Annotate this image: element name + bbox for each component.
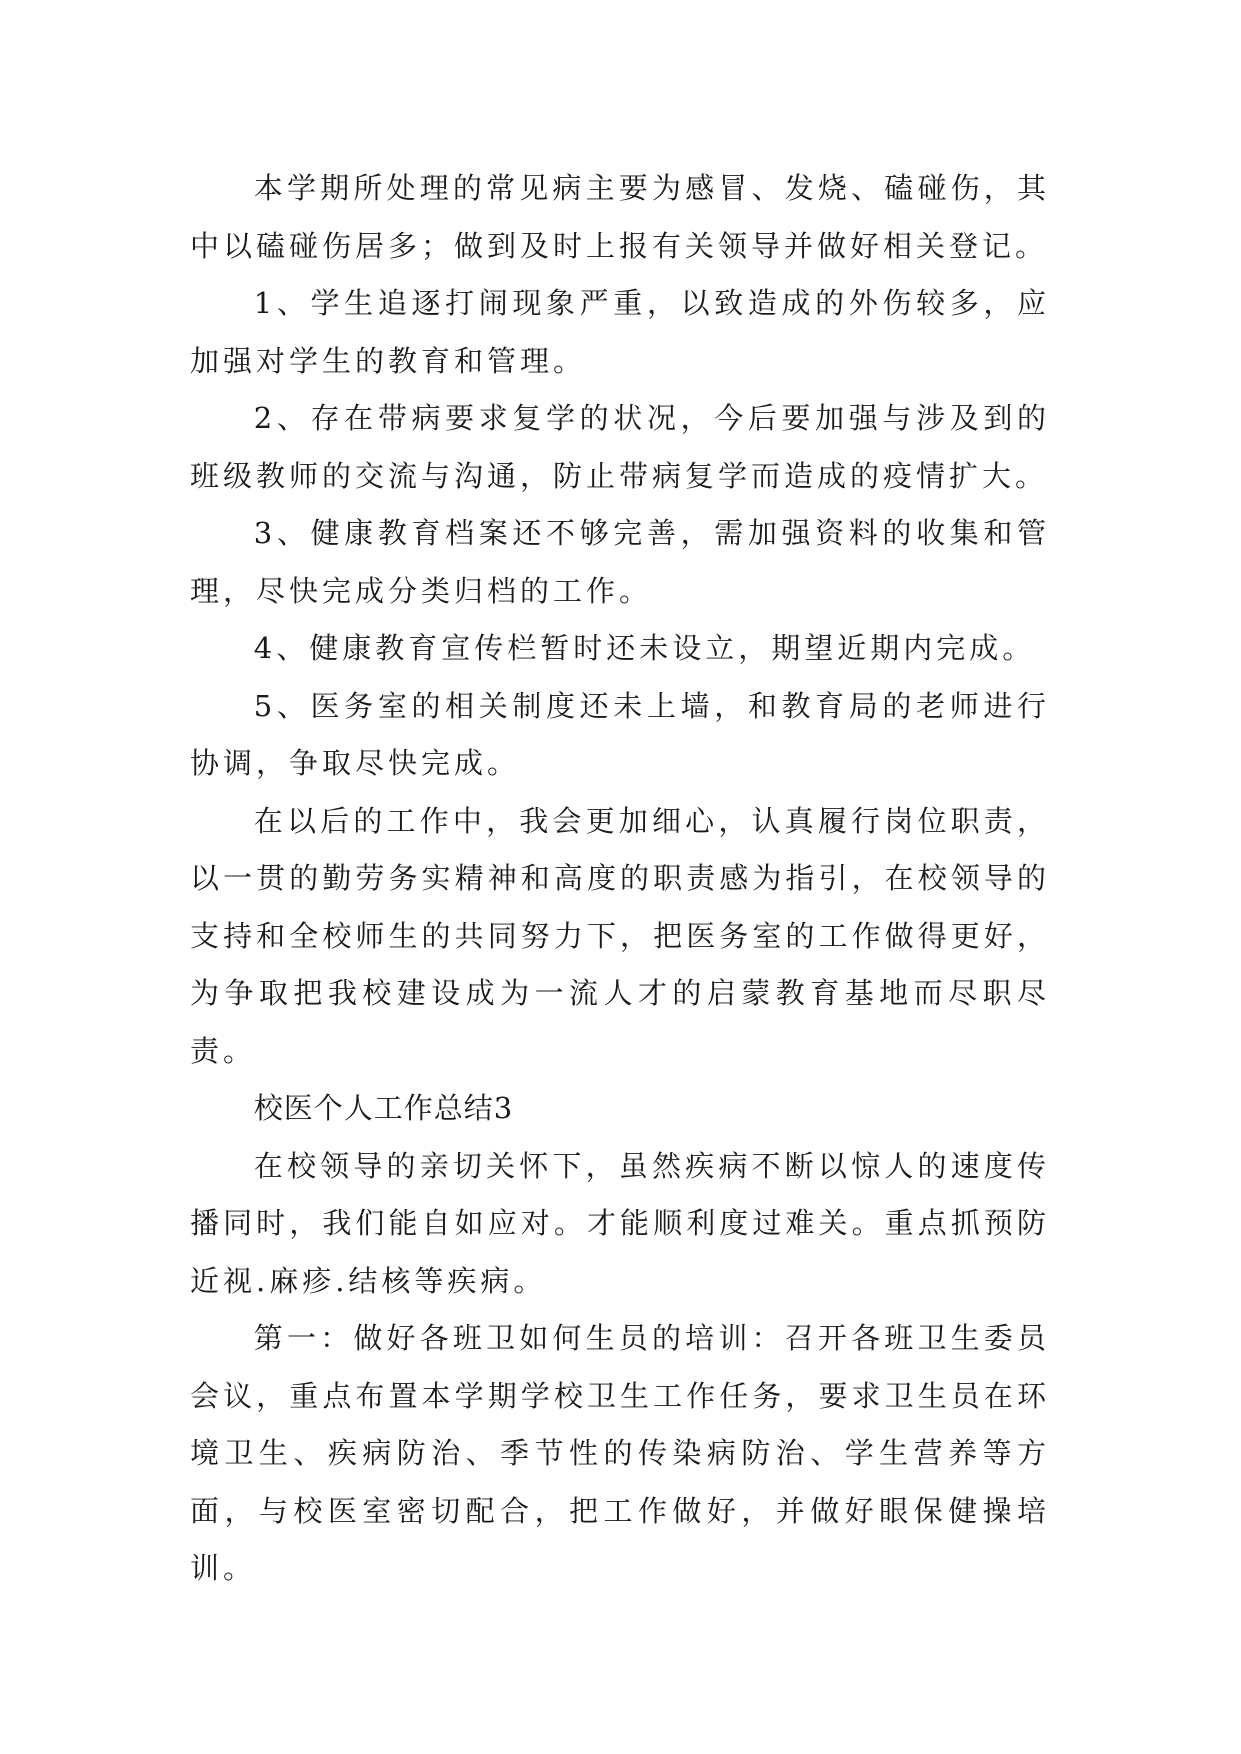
paragraph-issue-3: 3、健康教育档案还不够完善，需加强资料的收集和管理，尽快完成分类归档的工作。 <box>190 516 1050 608</box>
paragraph-issue-1: 1、学生追逐打闹现象严重，以致造成的外伤较多，应加强对学生的教育和管理。 <box>190 286 1050 378</box>
paragraph-common-illness: 本学期所处理的常见病主要为感冒、发烧、磕碰伤，其中以磕碰伤居多；做到及时上报有关领导并做好相关登记。 <box>190 171 1050 263</box>
section-heading: 校医个人工作总结3 <box>253 1091 514 1125</box>
paragraph-issue-5: 5、医务室的相关制度还未上墙，和教育局的老师进行协调，争取尽快完成。 <box>190 688 1050 780</box>
paragraph-issue-2: 2、存在带病要求复学的状况，今后要加强与涉及到的班级教师的交流与沟通，防止带病复学而造成的疫情扩大。 <box>190 401 1050 493</box>
paragraph-intro-summary-3: 在校领导的亲切关怀下，虽然疾病不断以惊人的速度传播同时，我们能自如应对。才能顺利度过难关。重点抓预防近视.麻疹.结核等疾病。 <box>190 1148 1050 1298</box>
document-body <box>190 160 1050 1598</box>
paragraph-future-work: 在以后的工作中，我会更加细心，认真履行岗位职责，以一贯的勤劳务实精神和高度的职责感为指引，在校领导的支持和全校师生的共同努力下，把医务室的工作做得更好，为争取把我校建设成为一流人才的启蒙教育基地而尽职尽责。 <box>190 803 1050 1068</box>
paragraph-issue-4: 4、健康教育宣传栏暂时还未设立，期望近期内完成。 <box>253 631 1036 665</box>
paragraph-first-task: 第一：做好各班卫如何生员的培训：召开各班卫生委员会议，重点布置本学期学校卫生工作任务，要求卫生员在环境卫生、疾病防治、季节性的传染病防治、学生营养等方面，与校医室密切配合，把工作做好，并做好眼保健操培训。 <box>190 1321 1050 1585</box>
